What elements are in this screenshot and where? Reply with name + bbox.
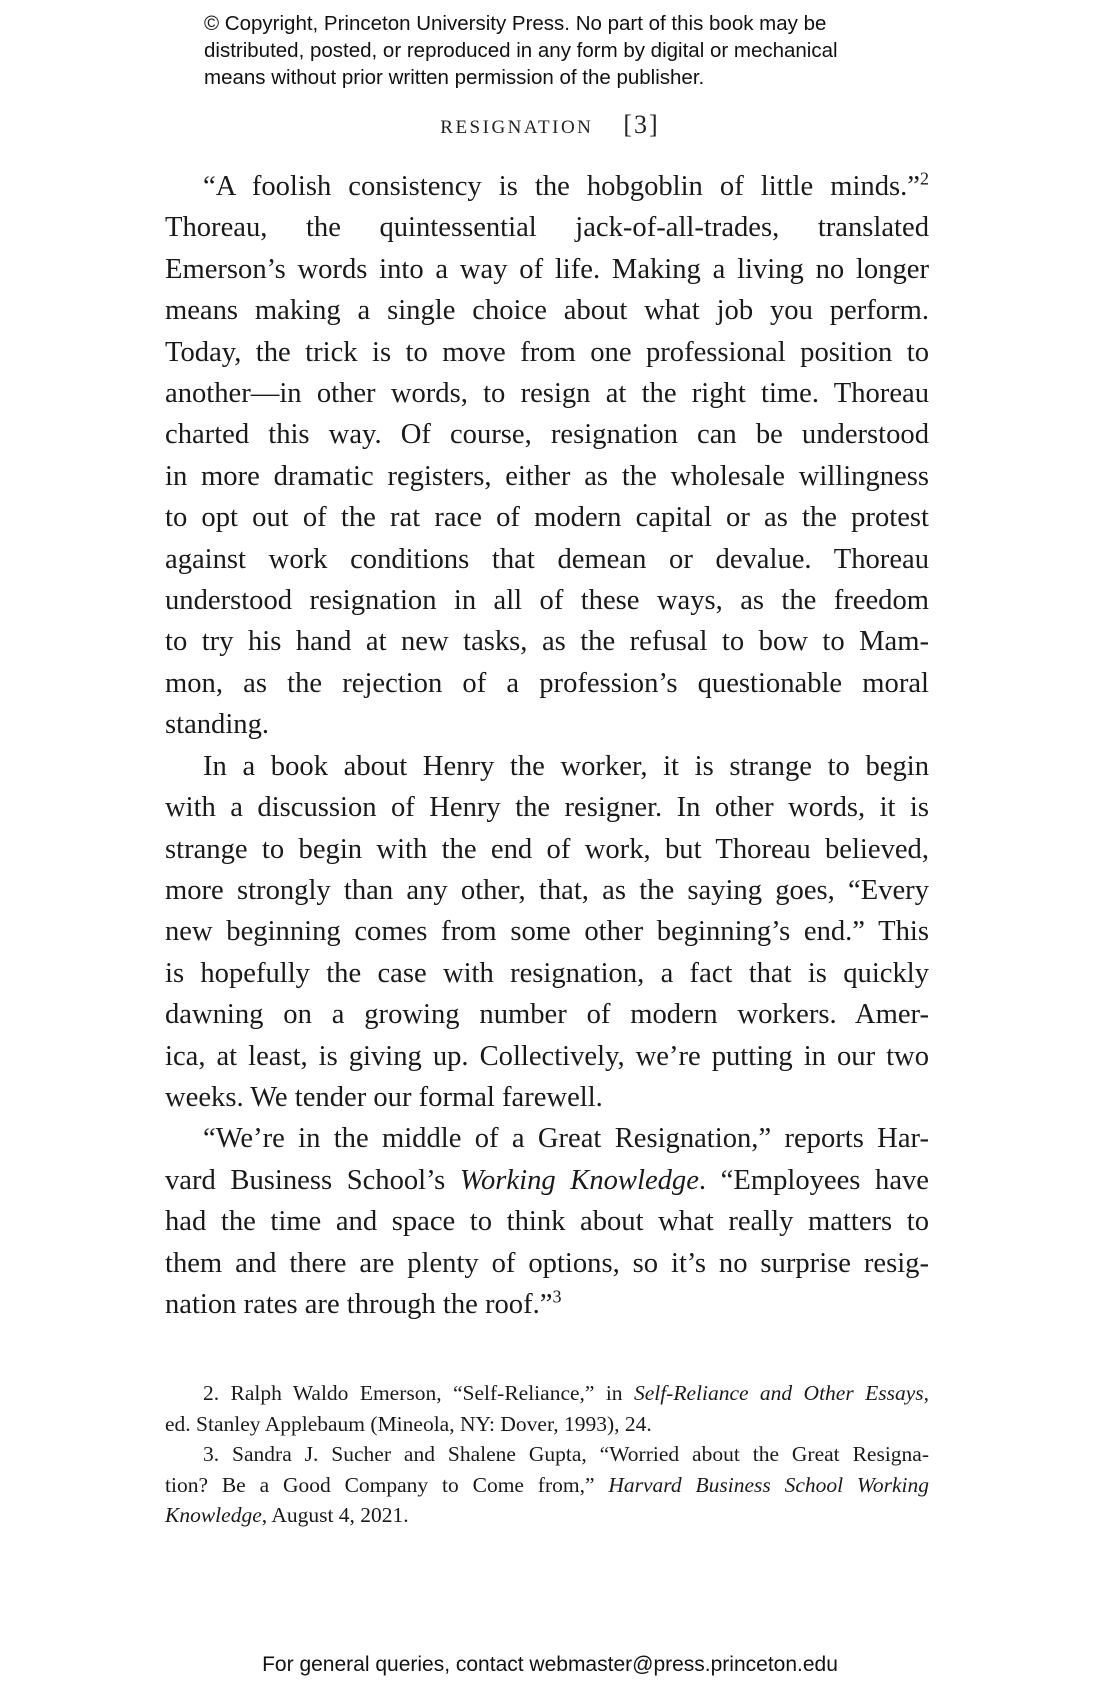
text-line: dawning on a growing number of modern workers. Amer-: [165, 999, 929, 1031]
text-line: had the time and space to think about what really matters to: [165, 1206, 929, 1238]
text-line: Emerson’s words into a way of life. Making a living no longer: [165, 253, 929, 285]
text-line: is hopefully the case with resignation, a fact that is quickly: [165, 957, 929, 989]
text-line: more strongly than any other, that, as the saying goes, “Every: [165, 874, 929, 906]
footnote-line: Knowledge, August 4, 2021.: [165, 1503, 409, 1527]
copyright-line: © Copyright, Princeton University Press. No part of this book may be: [204, 12, 827, 35]
text-line: against work conditions that demean or devalue. Thoreau: [165, 543, 929, 575]
text-line: “A foolish consistency is the hobgoblin of little minds.”$^2$: [203, 168, 929, 202]
publication-title: Working Knowledge: [459, 1164, 699, 1196]
copyright-line: means without prior written permission of the publisher.: [204, 66, 705, 89]
text-line: ica, at least, is giving up. Collectively, we’re putting in our two: [165, 1040, 929, 1072]
footnotes: [165, 1378, 929, 1531]
text-line: charted this way. Of course, resignation can be understood: [165, 419, 929, 451]
text-line: to try his hand at new tasks, as the refusal to bow to Mam-: [165, 626, 929, 658]
footer-contact: For general queries, contact webmaster@press.princeton.edu: [262, 1653, 838, 1676]
footnote-line: tion? Be a Good Company to Come from,” Harvard Business School Working: [165, 1472, 930, 1497]
text-line: another—in other words, to resign at the right time. Thoreau: [165, 378, 929, 410]
copyright-line: distributed, posted, or reproduced in any form by digital or mechanical: [204, 39, 838, 62]
text-line: to opt out of the rat race of modern capital or as the protest: [165, 502, 929, 534]
footnote-ref[interactable]: 3: [552, 1286, 562, 1307]
text-line: in more dramatic registers, either as the wholesale willingness: [165, 460, 929, 492]
running-head-title: RESIGNATION: [440, 117, 594, 138]
text-line: mon, as the rejection of a profession’s questionable moral: [165, 667, 929, 699]
copyright-notice: [204, 10, 924, 91]
text-line: In a book about Henry the worker, it is strange to begin: [203, 750, 929, 782]
text-line: them and there are plenty of options, so it’s no surprise resig-: [165, 1247, 929, 1279]
text-line: new beginning comes from some other beginning’s end.” This: [165, 916, 929, 948]
text-line: understood resignation in all of these ways, as the freedom: [165, 585, 929, 617]
running-head: [0, 110, 1100, 140]
text-line: strange to begin with the end of work, but Thoreau believed,: [165, 833, 929, 865]
text-line: Thoreau, the quintessential jack-of-all-trades, translated: [165, 212, 929, 244]
footnote-line: ed. Stanley Applebaum (Mineola, NY: Dover, 1993), 24.: [165, 1411, 652, 1436]
footnote-ref[interactable]: 2: [920, 168, 929, 189]
text-line: Today, the trick is to move from one professional position to: [165, 336, 929, 368]
text-line: vard Business School’s Working Knowledge. “Employees have: [165, 1164, 929, 1196]
text-line: means making a single choice about what job you perform.: [165, 295, 929, 327]
body-text: [165, 166, 929, 1325]
text-line: standing.: [165, 709, 270, 741]
text-line: nation rates are through the roof.”$^3$: [165, 1286, 562, 1320]
page-number: [3]: [623, 110, 660, 139]
footnote-3: 3. Sandra J. Sucher and Shalene Gupta, “Worried about the Great Resigna-: [203, 1442, 929, 1466]
footnote-2: 2. Ralph Waldo Emerson, “Self-Reliance,” in Self-Reliance and Other Essays,: [203, 1381, 929, 1405]
text-line: “We’re in the middle of a Great Resignation,” reports Har-: [203, 1123, 929, 1155]
text-line: with a discussion of Henry the resigner. In other words, it is: [165, 792, 929, 824]
text-line: weeks. We tender our formal farewell.: [165, 1081, 603, 1113]
